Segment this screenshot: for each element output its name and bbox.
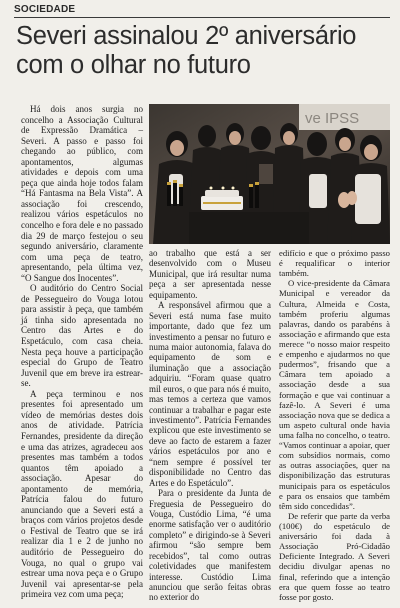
section-header xyxy=(14,4,390,18)
paragraph: A responsável afirmou que a Severi está numa fase muito importante, dado que fez um investimento a pensar no futuro e numa maior autonomia, falava do equipamento de som e iluminação que a associação adquiriu. “Foram quase quatro mil euros, o que para nós é muito, mas temos a certeza que vamos continuar a trabalhar e pagar este investimento”. Patrícia Fernandes explicou que este investimento se deve ao facto de estarem a fazer vários espetáculos por ano e “nem sempre é possível ter disponibilidade no Centro das Artes e do Espetáculo”. xyxy=(149,300,271,488)
paragraph: Para o presidente da Junta de Freguesia de Pessegueiro do Vouga, Custódio Lima, “é uma enorme satisfação ver o auditório completo” e dirigindo-se à Severi afirmou “são sempre bem recebidos”, tal como outras coletividades que manifestem interesse. Custódio Lima anunciou que serão feitas obras no exterior do xyxy=(149,488,271,603)
photo-banner-text: ve IPSS xyxy=(305,110,360,127)
article-headline: Severi assinalou 2º aniversário com o olhar no futuro xyxy=(16,22,357,79)
paragraph: O vice-presidente da Câmara Municipal e vereador da Cultura, Almeida e Costa, também proferiu algumas palavras, dando os parabéns à associação e afirmando que esta merece “o nosso maior respeito e empenho e ajudarmos no que pudermos”, frisando que a Câmara tem apoiado a associação desde a sua formação e que vai continuar a fazê-lo. A Severi é uma associação nova que se dedica a um aspeto cultural onde havia uma falha no concelho, o teatro. “Vamos continuar a apoiar, quer com subsídios normais, como as outras associações, quer na disponibilização das estruturas municipais para os espetáculos e para os ensaios que também têm sido concedidas”. xyxy=(279,278,391,511)
celebration-photo-graphic xyxy=(149,104,390,244)
paragraph: ao trabalho que está a ser desenvolvido com o Museu Municipal, que irá resultar numa peça a ser apresentada nesse equipamento. xyxy=(149,248,271,300)
article-column-2 xyxy=(149,248,271,603)
paragraph: O auditório do Centro Social de Pessegueiro do Vouga lotou para assistir à peça, que também já tinha sido apresentada no Centro das Artes e do Espetáculo, com casa cheia. Nesta peça houve a participação especial do Grupo de Teatro Juvenil que em breve ira estrear-se. xyxy=(21,283,143,389)
paragraph: edifício e que o próximo passo é requalificar o interior também. xyxy=(279,248,390,279)
paragraph: Há dois anos surgia no concelho a Associação Cultural de Expressão Dramática – Severi. A passo e passo foi chegando ao público, com apontamentos, algumas atividades e depois com uma peça que ainda hoje todos falam “Há Fantasma na Bela Vista”. A associação foi crescendo, realizou vários espetáculos no concelho e fora dele e no passado dia 29 de março festejou o seu segundo aniversário, claramente com uma peça de teatro, apresentando, pela última vez, “O Sangue dos Inocentes”. xyxy=(21,104,143,283)
article-column-1 xyxy=(21,104,143,600)
article-photo xyxy=(149,104,390,244)
section-label: SOCIEDADE xyxy=(14,4,76,15)
article-column-3 xyxy=(279,248,390,602)
paragraph: De referir que parte da verba (100€) do espetáculo de aniversário foi dada à Associação Pró-Cidadão Deficiente Integrado. A Severi decidiu divulgar apenas no final, referindo que a intenção era que quem fosse ao teatro fosse por gosto. xyxy=(279,510,390,602)
paragraph: A peça terminou e nos presentes foi apresentado um vídeo de memórias destes dois anos de atividade. Patrícia Fernandes, presidente da direção e uma das atrizes, agradeceu aos presentes mas também a todos quantos têm apoiado a associação. Apesar do apontamento de memória, Patrícia falou do futuro anunciando que a Severi está a braços com vários projetos desde o Festival de Teatro que se irá realizar dia 1 e 2 de junho no auditório de Pessegueiro do Vouga, no qual o grupo vai estrear uma nova peça e o Grupo Juvenil vai apresentar-se pela primeira vez com uma peça; xyxy=(21,388,143,600)
